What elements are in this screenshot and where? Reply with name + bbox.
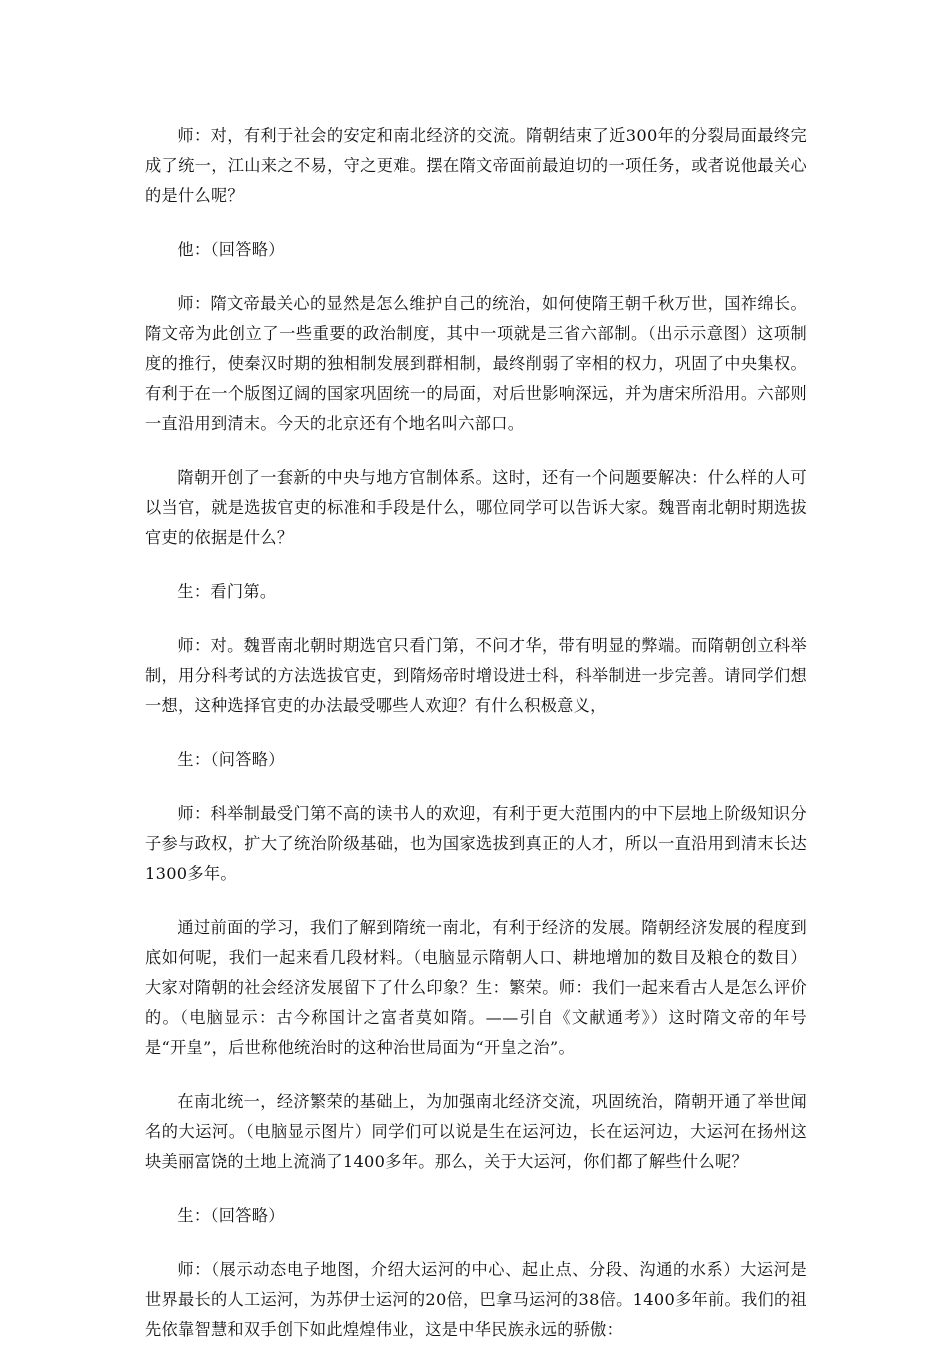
paragraph-teacher-unification: 师：对，有利于社会的安定和南北经济的交流。隋朝结束了近300年的分裂局面最终完成了统一，江山来之不易，守之更难。摆在隋文帝面前最迫切的一项任务，或者说他最关心的是什么呢？ — [145, 126, 807, 205]
paragraph-three-departments-six-ministries: 师：隋文帝最关心的显然是怎么维护自己的统治，如何使隋王朝千秋万世，国祚绵长。隋文帝为此创立了一些重要的政治制度，其中一项就是三省六部制。（出示示意图）这项制度的推行，使秦汉时期的独相制发展到群相制，最终削弱了宰相的权力，巩固了中央集权。有利于在一个版图辽阔的国家巩固统一的局面，对后世影响深远，并为唐宋所沿用。六部则一直沿用到清末。今天的北京还有个地名叫六部口。 — [145, 294, 807, 433]
paragraph-official-system-question: 隋朝开创了一套新的中央与地方官制体系。这时，还有一个问题要解决：什么样的人可以当官，就是选拔官吏的标准和手段是什么，哪位同学可以告诉大家。魏晋南北朝时期选拔官吏的依据是什么？ — [145, 468, 807, 547]
paragraph-student-answer-omitted-3: 生：（回答略） — [177, 1206, 285, 1225]
paragraph-student-family-status: 生：看门第。 — [177, 582, 277, 601]
paragraph-student-answer-omitted-1: 他：（回答略） — [177, 240, 285, 259]
paragraph-examination-significance: 师：科举制最受门第不高的读书人的欢迎，有利于更大范围内的中下层地上阶级知识分子参与政权，扩大了统治阶级基础，也为国家选拔到真正的人才，所以一直沿用到清末长达1300多年。 — [145, 804, 807, 883]
paragraph-grand-canal-map: 师：（展示动态电子地图，介绍大运河的中心、起止点、分段、沟通的水系）大运河是世界最长的人工运河，为苏伊士运河的20倍，巴拿马运河的38倍。1400多年前。我们的祖先依靠智慧和双手创下如此煌煌伟业，这是中华民族永远的骄傲： — [145, 1260, 807, 1339]
paragraph-sui-economy: 通过前面的学习，我们了解到隋统一南北，有利于经济的发展。隋朝经济发展的程度到底如何呢，我们一起来看几段材料。（电脑显示隋朝人口、耕地增加的数目及粮仓的数目）大家对隋朝的社会经济发展留下了什么印象？生：繁荣。师：我们一起来看古人是怎么评价的。（电脑显示：古今称国计之富者莫如隋。——引自《文献通考》）这时隋文帝的年号是“开皇”，后世称他统治时的这种治世局面为“开皇之治”。 — [145, 918, 807, 1057]
paragraph-grand-canal-intro: 在南北统一，经济繁荣的基础上，为加强南北经济交流，巩固统治，隋朝开通了举世闻名的大运河。（电脑显示图片）同学们可以说是生在运河边，长在运河边，大运河在扬州这块美丽富饶的土地上流淌了1400多年。那么，关于大运河，你们都了解些什么呢？ — [145, 1092, 807, 1171]
paragraph-imperial-examination: 师：对。魏晋南北朝时期选官只看门第，不问才华，带有明显的弊端。而隋朝创立科举制，用分科考试的方法选拔官吏，到隋炀帝时增设进士科，科举制进一步完善。请同学们想一想，这种选择官吏的办法最受哪些人欢迎？有什么积极意义， — [145, 636, 807, 715]
document-body — [145, 121, 807, 1369]
paragraph-student-answer-omitted-2: 生：（问答略） — [177, 750, 285, 769]
